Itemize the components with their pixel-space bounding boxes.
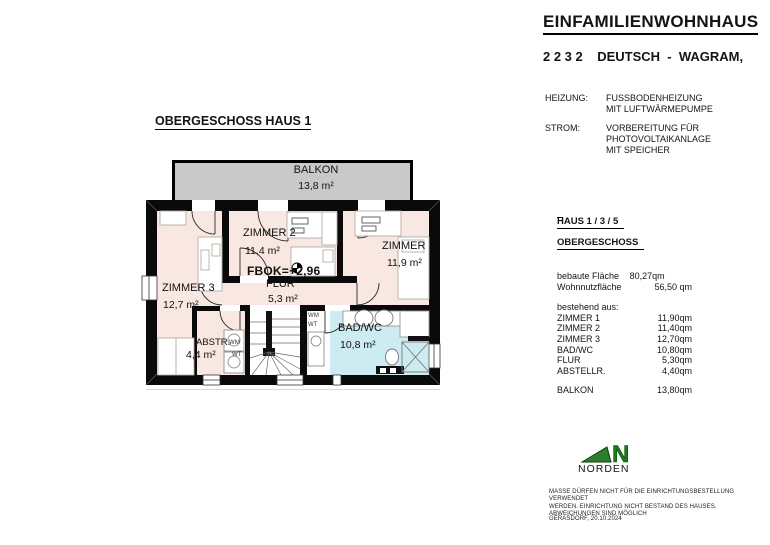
north-label: NORDEN [578,463,630,475]
disclaimer [549,489,770,519]
summary-haus: HAUS 1 / 3 / 5 [557,216,624,229]
label-zimmer2: ZIMMER 2 [243,227,296,239]
shower-partition [408,336,429,341]
label-wt-niche: WT [308,322,318,328]
north-arrow-icon [575,430,635,466]
label-abstellraum-area: 4,4 m² [186,349,216,361]
room-area: 11,90qm [657,313,692,323]
label-flur-area: 5,3 m² [268,293,298,305]
room-area: 10,80qm [656,345,692,355]
balkon-row [557,385,692,395]
label-abstellraum: ABSTR. [196,337,231,348]
label-wt-abstellraum: WT [232,352,242,358]
label-bad: BAD/WC [338,322,382,334]
room-row [557,323,692,333]
room-area: 11,40qm [657,323,692,333]
built-area-label: bebaute Fläche [557,271,620,281]
spec-line: FUSSBODENHEIZUNG [606,93,703,103]
living-area-label: Wohnnutzfläche [557,282,622,292]
room-name: BAD/WC [557,345,593,355]
plan-title: OBERGESCHOSS HAUS 1 [155,114,312,128]
spec-value-heizung [606,93,713,115]
north-letter: N [612,441,630,466]
disclaimer-line: WERDEN. EINRICHTUNG NICHT BESTAND DES HAUSES. [549,503,717,510]
label-zimmer3-area: 12,7 m² [163,299,199,311]
label-fbok: FBOK=+2,96 [247,264,321,278]
balcony-size: 13,8 m² [298,180,334,192]
label-zimmer2-area: 11,4 m² [245,245,280,257]
room-name: ZIMMER 2 [557,323,601,333]
consisting-label: bestehend aus: [557,302,619,312]
sheet-title: EINFAMILIENWOHNHAUS [543,12,758,35]
room-name: ZIMMER 3 [557,334,601,344]
spec-label-strom: STROM: [545,123,580,133]
room-name: ZIMMER 1 [557,313,601,323]
disclaimer-line: MASSE DÜRFEN NICHT FÜR DIE EINRICHTUNGSBESTELLUNG VERWENDET [549,489,735,503]
ground-line [146,389,440,390]
label-zimmer3: ZIMMER 3 [162,282,215,294]
spec-value-strom [606,123,711,156]
room-name: BALKON [557,385,594,395]
balcony-name: BALKON [293,164,339,176]
room-name: FLUR [557,355,581,365]
room-row [557,355,692,365]
toilet-icon [386,349,399,365]
project-address: 2 2 3 2 DEUTSCH - WAGRAM, [543,49,744,64]
label-zimmer1-area: 11,9 m² [387,257,422,269]
label-bad-area: 10,8 m² [340,339,376,351]
room-row [557,345,692,355]
room-area: 5,30qm [661,355,692,365]
room-area: 12,70qm [656,334,692,344]
disclaimer-line: ABWEICHUNGEN SIND MÖGLICH [549,511,647,518]
living-area-row [557,282,692,292]
room-row [557,313,692,323]
label-wm-niche: WM [308,313,320,319]
label-wm-abstellraum: WM [229,340,241,346]
staircase-icon [250,311,300,375]
spec-line: VORBEREITUNG FÜR [606,123,700,133]
spec-line: MIT SPEICHER [606,145,670,155]
room-row [557,334,692,344]
shower-icon [402,342,429,372]
room-area: 13,80qm [656,385,692,395]
spec-label-heizung: HEIZUNG: [545,93,589,103]
label-zimmer1: ZIMMER [382,240,426,252]
room-area: 4,40qm [661,366,692,376]
summary-floor: OBERGESCHOSS [557,237,644,250]
spec-line: PHOTOVOLTAIKANLAGE [606,134,712,144]
label-flur: FLUR [266,278,295,290]
place-date: GERASDORF, 20.10.2024 [549,516,622,522]
built-area-row [557,271,665,281]
room-name: ABSTELLR. [557,366,606,376]
room-row [557,366,692,376]
living-area-value: 56,50 qm [654,282,692,292]
built-area-value: 80,27qm [629,271,665,281]
spec-line: MIT LUFTWÄRMEPUMPE [606,104,713,114]
furniture-zimmer1 [355,211,429,299]
